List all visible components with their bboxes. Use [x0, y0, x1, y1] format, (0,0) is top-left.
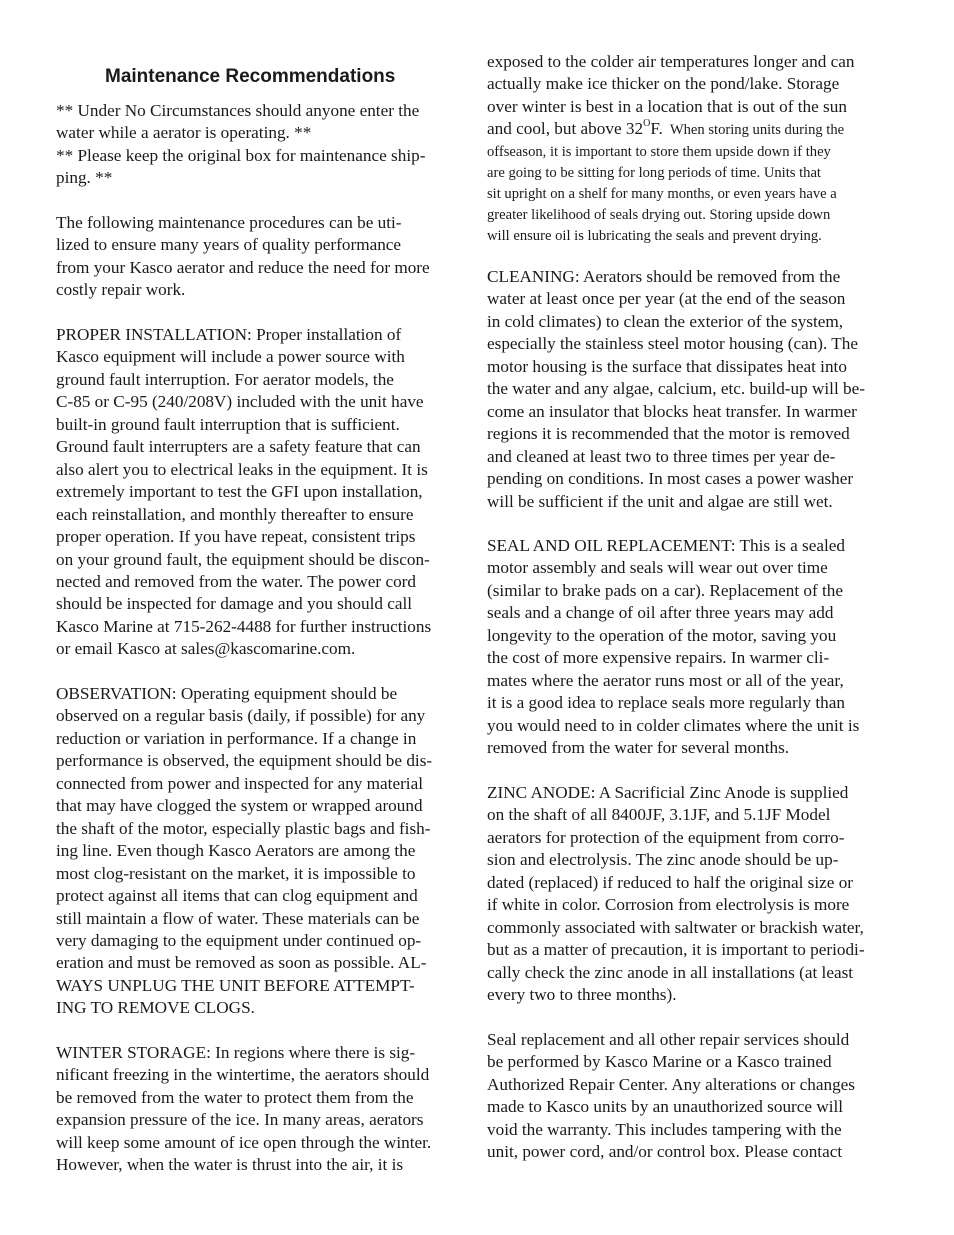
text-line: Seal replacement and all other repair services should [487, 1030, 850, 1049]
text-line: WAYS UNPLUG THE UNIT BEFORE ATTEMPT- [56, 975, 415, 995]
temperature-unit: F. [650, 119, 663, 139]
text-line: will keep some amount of ice open through the winter. [56, 1132, 432, 1152]
text-line: mates where the aerator runs most or all of the year, [487, 670, 844, 690]
text-line: or email Kasco at sales@kascomarine.com. [56, 639, 356, 659]
text-line: Ground fault interrupters are a safety feature that can [56, 437, 421, 457]
text-line: should be inspected for damage and you should call [56, 594, 413, 614]
text-line: be removed from the water to protect them from the [56, 1087, 414, 1107]
text-line: be performed by Kasco Marine or a Kasco trained [487, 1052, 832, 1072]
temperature-text: and cool, but above 32 [487, 119, 644, 139]
text-line: connected from power and inspected for any material [56, 773, 423, 793]
text-line: aerators for protection of the equipment from corro- [487, 827, 845, 847]
text-line: extremely important to test the GFI upon installation, [56, 482, 423, 502]
text-line: in cold climates) to clean the exterior of the system, [487, 311, 844, 331]
text-line: SEAL AND OIL REPLACEMENT: This is a sealed [487, 536, 845, 555]
cleaning-section [487, 266, 899, 513]
text-line: eration and must be removed as soon as possible. AL- [56, 953, 427, 973]
text-line: are going to be sitting for long periods of time. Units that [487, 164, 821, 181]
text-line: very damaging to the equipment under continued op- [56, 930, 422, 950]
text-line: lized to ensure many years of quality performance [56, 235, 402, 255]
text-line: removed from the water for several months. [487, 738, 790, 758]
text-line: if white in color. Corrosion from electrolysis is more [487, 895, 850, 915]
text-line: ** Please keep the original box for maintenance ship- [56, 146, 426, 165]
text-line: nificant freezing in the wintertime, the aerators should [56, 1065, 430, 1085]
text-line: pending on conditions. In most cases a power washer [487, 469, 854, 489]
text-line: However, when the water is thrust into the air, it is [56, 1155, 404, 1175]
text-line: PROPER INSTALLATION: Proper installation of [56, 325, 402, 344]
text-line: nected and removed from the water. The power cord [56, 571, 416, 591]
text-line: sion and electrolysis. The zinc anode should be up- [487, 850, 839, 870]
text-line: the water and any algae, calcium, etc. build-up will be- [487, 379, 865, 399]
text-line: motor housing is the surface that dissipates heat into [487, 356, 847, 376]
text-line: still maintain a flow of water. These materials can be [56, 908, 420, 928]
text-line: sit upright on a shelf for many months, or even years have a [487, 185, 837, 202]
text-line: performance is observed, the equipment should be dis- [56, 751, 433, 771]
text-line: ground fault interruption. For aerator models, the [56, 369, 394, 389]
text-line: made to Kasco units by an unauthorized source will [487, 1097, 844, 1117]
seal-oil-replacement-section [487, 535, 899, 760]
text-line: from your Kasco aerator and reduce the need for more [56, 257, 430, 277]
text-line: over winter is best in a location that is out of the sun [487, 96, 847, 116]
text-line: will be sufficient if the unit and algae are still wet. [487, 491, 833, 511]
text-line: cally check the zinc anode in all installations (at least [487, 962, 854, 982]
repair-services-paragraph [487, 1029, 899, 1164]
text-line: you would need to in colder climates where the unit is [487, 715, 860, 735]
text-line: Kasco equipment will include a power source with [56, 347, 405, 367]
text-line: expansion pressure of the ice. In many areas, aerators [56, 1110, 424, 1130]
storage-note-start: When storing units during the [662, 122, 845, 139]
text-line: also alert you to electrical leaks in the equipment. It is [56, 459, 428, 479]
text-line: longevity to the operation of the motor, saving you [487, 625, 837, 645]
text-line: offseason, it is important to store them upside down if they [487, 143, 831, 160]
text-line: exposed to the colder air temperatures longer and can [487, 52, 855, 71]
text-line: the cost of more expensive repairs. In warmer cli- [487, 648, 830, 668]
text-line: will ensure oil is lubricating the seals and prevent drying. [487, 227, 822, 244]
text-line: ing line. Even though Kasco Aerators are among the [56, 841, 416, 861]
text-line: The following maintenance procedures can be uti- [56, 213, 402, 232]
text-line: especially the stainless steel motor housing (can). The [487, 334, 859, 354]
text-line: but as a matter of precaution, it is important to periodi- [487, 940, 865, 960]
text-line: protect against all items that can clog equipment and [56, 886, 418, 906]
text-line: WINTER STORAGE: In regions where there is sig- [56, 1043, 416, 1062]
observation-section [56, 683, 468, 1020]
text-line: void the warranty. This includes tampering with the [487, 1119, 842, 1139]
text-line: OBSERVATION: Operating equipment should be [56, 684, 398, 703]
proper-installation-section [56, 324, 468, 661]
text-line: on the shaft of all 8400JF, 3.1JF, and 5.1JF Model [487, 805, 831, 825]
text-line: dated (replaced) if reduced to half the original size or [487, 872, 854, 892]
text-line: greater likelihood of seals drying out. Storing upside down [487, 206, 831, 223]
text-line: it is a good idea to replace seals more regularly than [487, 693, 845, 713]
winter-storage-section [56, 1042, 468, 1177]
text-line: every two to three months). [487, 985, 677, 1005]
text-line: Authorized Repair Center. Any alterations or changes [487, 1074, 855, 1094]
text-line: on your ground fault, the equipment should be discon- [56, 549, 430, 569]
text-line: costly repair work. [56, 280, 186, 300]
text-line: actually make ice thicker on the pond/lake. Storage [487, 74, 840, 94]
text-line: unit, power cord, and/or control box. Please contact [487, 1142, 843, 1162]
text-line: that may have clogged the system or wrapped around [56, 796, 423, 816]
text-line: CLEANING: Aerators should be removed from the [487, 267, 841, 286]
text-line: water at least once per year (at the end of the season [487, 289, 846, 309]
text-line: and cleaned at least two to three times per year de- [487, 446, 836, 466]
winter-storage-continued [487, 51, 899, 247]
text-line-temperature [487, 118, 899, 141]
text-line: each reinstallation, and monthly thereafter to ensure [56, 504, 414, 524]
text-line: ZINC ANODE: A Sacrificial Zinc Anode is supplied [487, 783, 849, 802]
text-line: built-in ground fault interruption that is sufficient. [56, 414, 400, 434]
warning-no-entry [56, 100, 468, 145]
text-line: observed on a regular basis (daily, if possible) for any [56, 706, 426, 726]
zinc-anode-section [487, 782, 899, 1007]
text-line: regions it is recommended that the motor is removed [487, 424, 850, 444]
text-line: reduction or variation in performance. If a change in [56, 728, 417, 748]
text-line: the shaft of the motor, especially plastic bags and fish- [56, 818, 431, 838]
text-line: Kasco Marine at 715-262-4488 for further instructions [56, 616, 432, 636]
text-line: most clog-resistant on the market, it is impossible to [56, 863, 416, 883]
intro-paragraph [56, 212, 468, 302]
text-line: commonly associated with saltwater or brackish water, [487, 917, 864, 937]
warning-keep-box [56, 145, 468, 190]
page-title: Maintenance Recommendations [105, 65, 396, 87]
degree-symbol: O [643, 117, 651, 129]
text-line: ** Under No Circumstances should anyone enter the [56, 101, 420, 120]
text-line: ING TO REMOVE CLOGS. [56, 998, 255, 1018]
text-line: motor assembly and seals will wear out over time [487, 558, 828, 578]
text-line: (similar to brake pads on a car). Replacement of the [487, 580, 844, 600]
text-line: ping. ** [56, 168, 113, 188]
text-line: C-85 or C-95 (240/208V) included with the unit have [56, 392, 424, 412]
text-line: proper operation. If you have repeat, consistent trips [56, 527, 416, 547]
text-line: come an insulator that blocks heat transfer. In warmer [487, 401, 857, 421]
text-line: water while a aerator is operating. ** [56, 123, 312, 143]
text-line: seals and a change of oil after three years may add [487, 603, 834, 623]
